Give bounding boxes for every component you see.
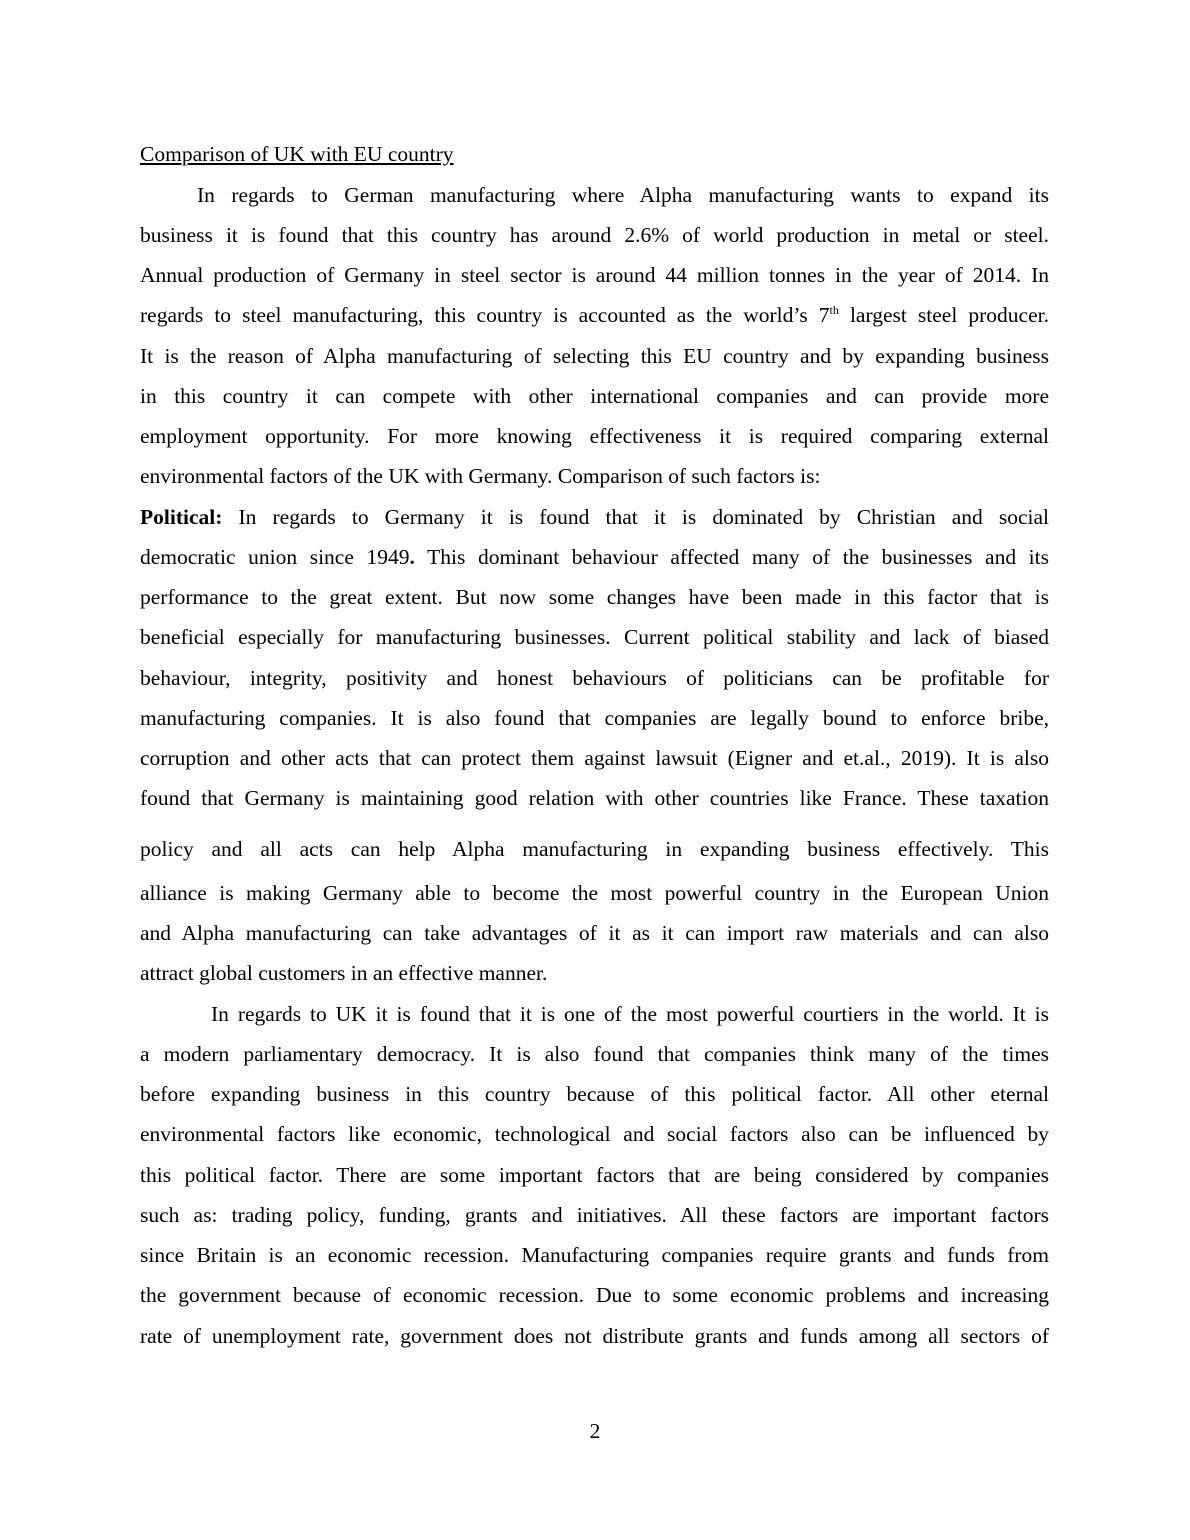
paragraph-2-line bbox=[140, 502, 1049, 532]
paragraph-3-line: such as: trading policy, funding, grants and initiatives. All these factors are important factors bbox=[140, 1203, 1049, 1227]
paragraph-3-line: before expanding business in this country because of this political factor. All other eternal bbox=[140, 1082, 1049, 1106]
paragraph-2-line: beneficial especially for manufacturing businesses. Current political stability and lack of biased bbox=[140, 625, 1049, 649]
bold-period: . bbox=[409, 545, 415, 569]
paragraph-1-line: environmental factors of the UK with Germany. Comparison of such factors is: bbox=[140, 464, 821, 488]
paragraph-1-line: business it is found that this country has around 2.6% of world production in metal or steel. bbox=[140, 223, 1049, 247]
paragraph-1-line: Annual production of Germany in steel sector is around 44 million tonnes in the year of 2014. In bbox=[140, 263, 1049, 287]
paragraph-1-line: It is the reason of Alpha manufacturing of selecting this EU country and by expanding business bbox=[140, 344, 1049, 368]
paragraph-2-line: and Alpha manufacturing can take advantages of it as it can import raw materials and can also bbox=[140, 921, 1049, 945]
paragraph-3-line: a modern parliamentary democracy. It is also found that companies think many of the times bbox=[140, 1042, 1049, 1066]
paragraph-2-text: This dominant behaviour affected many of the businesses and its bbox=[414, 545, 1049, 569]
paragraph-2-line: performance to the great extent. But now some changes have been made in this factor that is bbox=[140, 585, 1049, 609]
paragraph-2-line: corruption and other acts that can protect them against lawsuit (Eigner and et.al., 2019). It is also bbox=[140, 746, 1049, 770]
paragraph-2-line: alliance is making Germany able to become the most powerful country in the European Union bbox=[140, 881, 1049, 905]
paragraph-2-line: behaviour, integrity, positivity and honest behaviours of politicians can be profitable for bbox=[140, 666, 1049, 690]
paragraph-2-text: In regards to Germany it is found that it is dominated by Christian and social bbox=[222, 505, 1049, 529]
paragraph-3-line: In regards to UK it is found that it is one of the most powerful courtiers in the world. It is bbox=[211, 1002, 1049, 1026]
paragraph-3-line: since Britain is an economic recession. Manufacturing companies require grants and funds from bbox=[140, 1243, 1049, 1267]
paragraph-2-line: policy and all acts can help Alpha manufacturing in expanding business effectively. This bbox=[140, 837, 1049, 861]
section-heading: Comparison of UK with EU country bbox=[140, 142, 454, 166]
political-label: Political: bbox=[140, 505, 223, 529]
paragraph-2-line bbox=[140, 542, 1049, 572]
paragraph-2-line: attract global customers in an effective manner. bbox=[140, 961, 548, 985]
paragraph-2-line: found that Germany is maintaining good relation with other countries like France. These taxation bbox=[140, 786, 1049, 810]
paragraph-1-line: In regards to German manufacturing where Alpha manufacturing wants to expand its bbox=[197, 183, 1049, 207]
paragraph-1-line: employment opportunity. For more knowing effectiveness it is required comparing external bbox=[140, 424, 1049, 448]
page-number: 2 bbox=[589, 1419, 601, 1443]
paragraph-3-line: the government because of economic recession. Due to some economic problems and increasing bbox=[140, 1283, 1049, 1307]
paragraph-1-line bbox=[140, 300, 1049, 330]
paragraph-2-line: manufacturing companies. It is also found that companies are legally bound to enforce bribe, bbox=[140, 706, 1049, 730]
paragraph-1-line: in this country it can compete with other international companies and can provide more bbox=[140, 384, 1049, 408]
paragraph-1-text: regards to steel manufacturing, this country is accounted as the world’s 7 bbox=[140, 303, 830, 327]
paragraph-3-line: environmental factors like economic, technological and social factors also can be influenced by bbox=[140, 1122, 1049, 1146]
paragraph-3-line: this political factor. There are some important factors that are being considered by companies bbox=[140, 1163, 1049, 1187]
paragraph-3-line: rate of unemployment rate, government does not distribute grants and funds among all sectors of bbox=[140, 1324, 1049, 1348]
paragraph-1-text: largest steel producer. bbox=[838, 303, 1049, 327]
ordinal-superscript: th bbox=[829, 303, 839, 317]
paragraph-2-text: democratic union since 1949 bbox=[140, 545, 410, 569]
